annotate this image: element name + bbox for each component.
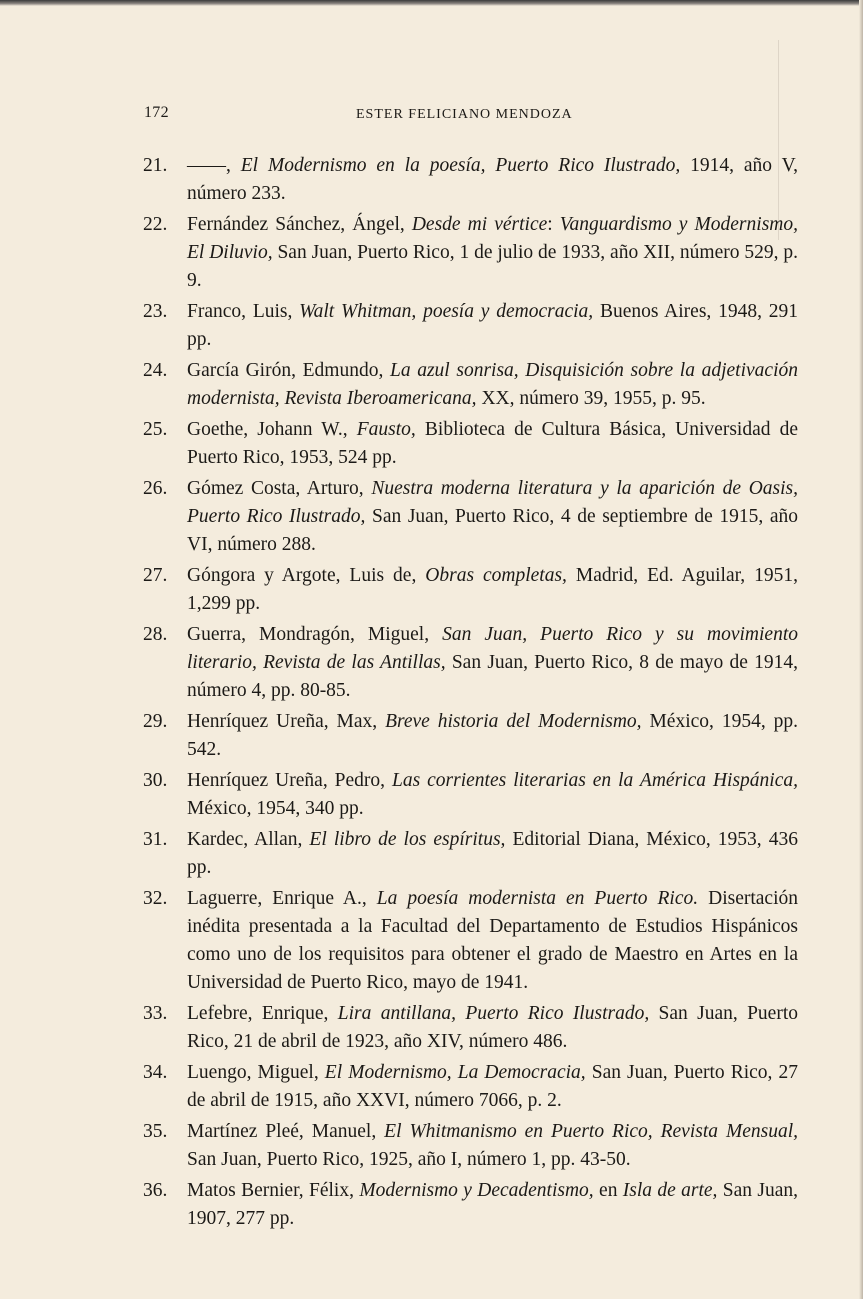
bibliography-entry bbox=[143, 1177, 798, 1233]
entry-text-part: San Juan, Puerto Rico, 1925, año I, número 1, pp. 43-50. bbox=[187, 1149, 631, 1170]
entry-text-part: San Juan, Puerto Rico, 21 de abril de 1923, año XIV, número 486. bbox=[187, 1003, 798, 1052]
entry-text-part: 1914, año V, número 233. bbox=[187, 155, 799, 204]
entry-text-part: San Juan, Puerto Rico, 27 de abril de 1915, año XXVI, número 7066, p. 2. bbox=[187, 1062, 798, 1111]
entry-title-italic: Fausto, bbox=[356, 419, 416, 440]
entry-number: 29. bbox=[143, 711, 168, 732]
entry-title-italic: El libro de los espíritus, bbox=[309, 829, 506, 850]
entry-text bbox=[187, 152, 798, 208]
bibliography-entry bbox=[143, 152, 798, 208]
bibliography-entry bbox=[143, 357, 798, 413]
entry-text-part: Martínez Pleé, Manuel, bbox=[187, 1121, 385, 1142]
running-head: ESTER FELICIANO MENDOZA bbox=[356, 107, 573, 122]
entry-text bbox=[187, 708, 798, 764]
entry-title-italic: Breve historia del Modernismo, bbox=[385, 711, 642, 732]
entry-text bbox=[187, 211, 798, 295]
entry-text-part: Biblioteca de Cultura Básica, Universidad de Puerto Rico, 1953, 524 pp. bbox=[187, 419, 798, 468]
bibliography-entry bbox=[143, 298, 798, 354]
bibliography-entry bbox=[143, 1000, 798, 1056]
entry-text-part: Gómez Costa, Arturo, bbox=[187, 478, 372, 499]
entry-text-part: Henríquez Ureña, Max, bbox=[187, 711, 386, 732]
entry-text-part: Kardec, Allan, bbox=[187, 829, 310, 850]
entry-text-part: Góngora y Argote, Luis de, bbox=[187, 565, 426, 586]
entry-text-part: Goethe, Johann W., bbox=[187, 419, 357, 440]
entry-text-part: : bbox=[547, 214, 560, 235]
entry-number: 35. bbox=[143, 1121, 168, 1142]
entry-text-part: México, 1954, pp. 542. bbox=[187, 711, 798, 760]
page-number: 172 bbox=[144, 104, 169, 121]
entry-text-part: Madrid, Ed. Aguilar, 1951, 1,299 pp. bbox=[187, 565, 799, 614]
entry-title-italic: Modernismo y Decadentismo, bbox=[359, 1180, 594, 1201]
entry-text bbox=[187, 621, 798, 705]
entry-number: 34. bbox=[143, 1062, 168, 1083]
entry-number: 28. bbox=[143, 624, 168, 645]
bibliography-entry bbox=[143, 826, 798, 882]
entry-title-italic: El Whitmanismo en Puerto Rico, Revista Mensual, bbox=[384, 1121, 798, 1142]
entry-text-part: en bbox=[593, 1180, 623, 1201]
entry-title-italic: El Modernismo en la poesía, Puerto Rico Ilustrado, bbox=[240, 155, 681, 176]
entry-title-italic: La poesía modernista en Puerto Rico. bbox=[376, 888, 699, 909]
entry-text bbox=[187, 1000, 798, 1056]
entry-text-part: San Juan, Puerto Rico, 1 de julio de 1933, año XII, número 529, p. 9. bbox=[187, 242, 798, 291]
entry-text-part: Guerra, Mondragón, Miguel, bbox=[187, 624, 443, 645]
bibliography-entry bbox=[143, 1118, 798, 1174]
bibliography-entry bbox=[143, 562, 798, 618]
bibliography-entry bbox=[143, 708, 798, 764]
entry-title-italic: Obras completas, bbox=[425, 565, 567, 586]
bibliography-entry bbox=[143, 416, 798, 472]
entry-text bbox=[187, 1059, 798, 1115]
entry-number: 22. bbox=[143, 214, 168, 235]
entry-title-italic: Isla de arte, bbox=[622, 1180, 718, 1201]
entry-text bbox=[187, 1118, 798, 1174]
bibliography-entry bbox=[143, 621, 798, 705]
entry-number: 24. bbox=[143, 360, 168, 381]
entry-text bbox=[187, 357, 798, 413]
entry-number: 26. bbox=[143, 478, 168, 499]
bibliography-entry bbox=[143, 475, 798, 559]
entry-text bbox=[187, 475, 798, 559]
entry-title-italic: La azul sonrisa, Disquisición sobre la adjetivación modernista, Revista Iberoamericana, bbox=[187, 360, 798, 409]
bibliography-entry bbox=[143, 767, 798, 823]
entry-number: 25. bbox=[143, 419, 168, 440]
entry-number: 30. bbox=[143, 770, 168, 791]
entry-number: 31. bbox=[143, 829, 168, 850]
bibliography-list bbox=[143, 152, 798, 1236]
entry-text-part: San Juan, Puerto Rico, 8 de mayo de 1914, número 4, pp. 80-85. bbox=[187, 652, 798, 701]
entry-title-italic: Las corrientes literarias en la América Hispánica, bbox=[392, 770, 798, 791]
entry-title-italic: Nuestra moderna literatura y la aparición de Oasis, Puerto Rico Ilustrado, bbox=[187, 478, 798, 527]
entry-text bbox=[187, 767, 798, 823]
entry-text-part: Henríquez Ureña, Pedro, bbox=[187, 770, 392, 791]
entry-text-part: Lefebre, Enrique, bbox=[187, 1003, 338, 1024]
entry-title-italic: Walt Whitman, poesía y democracia, bbox=[299, 301, 594, 322]
entry-title-italic: El Modernismo, La Democracia, bbox=[324, 1062, 586, 1083]
entry-number: 33. bbox=[143, 1003, 168, 1024]
entry-text-part: ——, bbox=[187, 155, 241, 176]
entry-text bbox=[187, 416, 798, 472]
entry-number: 36. bbox=[143, 1180, 168, 1201]
entry-number: 23. bbox=[143, 301, 168, 322]
entry-title-italic: Desde mi vértice bbox=[411, 214, 548, 235]
page-header bbox=[0, 104, 863, 128]
entry-text-part: Disertación inédita presentada a la Facultad del Departamento de Estudios Hispánicos como uno de los requisitos para obtener el grado de Maestro en Artes en la Universidad de Puerto Rico, mayo de 1941. bbox=[187, 888, 798, 993]
entry-text-part: García Girón, Edmundo, bbox=[187, 360, 390, 381]
entry-title-italic: San Juan, Puerto Rico y su movimiento literario, Revista de las Antillas, bbox=[187, 624, 798, 673]
entry-number: 27. bbox=[143, 565, 168, 586]
entry-text-part: Luengo, Miguel, bbox=[187, 1062, 325, 1083]
entry-text-part: Franco, Luis, bbox=[187, 301, 300, 322]
entry-number: 32. bbox=[143, 888, 168, 909]
entry-text bbox=[187, 1177, 798, 1233]
entry-text bbox=[187, 826, 798, 882]
entry-text-part: Matos Bernier, Félix, bbox=[187, 1180, 360, 1201]
bibliography-entry bbox=[143, 211, 798, 295]
entry-text-part: Buenos Aires, 1948, 291 pp. bbox=[187, 301, 798, 350]
entry-text-part: XX, número 39, 1955, p. 95. bbox=[476, 388, 706, 409]
entry-text-part: Editorial Diana, México, 1953, 436 pp. bbox=[187, 829, 798, 878]
entry-text-part: México, 1954, 340 pp. bbox=[187, 798, 364, 819]
bibliography-entry bbox=[143, 1059, 798, 1115]
entry-text bbox=[187, 298, 798, 354]
entry-title-italic: Lira antillana, Puerto Rico Ilustrado, bbox=[337, 1003, 650, 1024]
entry-text-part: San Juan, Puerto Rico, 4 de septiembre de 1915, año VI, número 288. bbox=[187, 506, 798, 555]
page-right-edge bbox=[859, 0, 863, 1299]
entry-text bbox=[187, 885, 798, 997]
bibliography-entry bbox=[143, 885, 798, 997]
entry-number: 21. bbox=[143, 155, 168, 176]
entry-text-part: Fernández Sánchez, Ángel, bbox=[187, 214, 412, 235]
entry-title-italic: Vanguardismo y Modernismo, El Diluvio, bbox=[187, 214, 798, 263]
page-top-edge bbox=[0, 0, 863, 6]
entry-text-part: San Juan, 1907, 277 pp. bbox=[187, 1180, 798, 1229]
entry-text bbox=[187, 562, 798, 618]
entry-text-part: Laguerre, Enrique A., bbox=[187, 888, 377, 909]
